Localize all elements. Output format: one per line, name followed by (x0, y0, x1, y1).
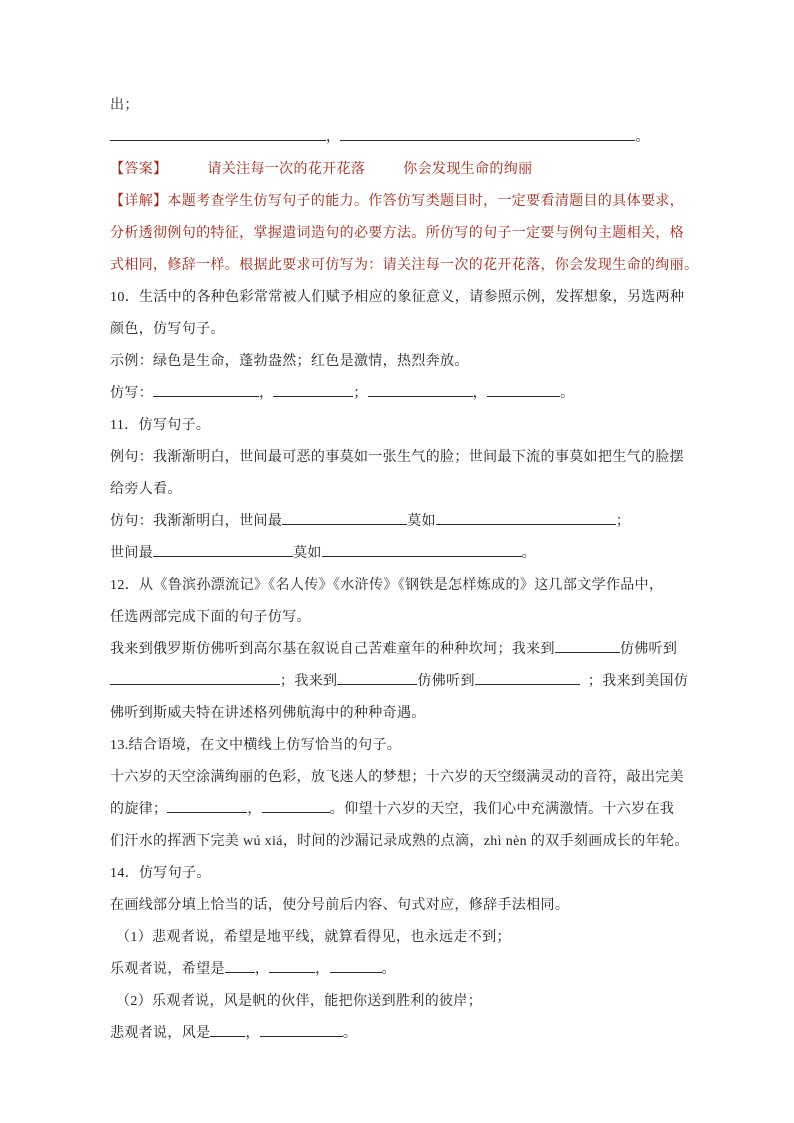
answer-explanation-line (110, 186, 686, 218)
fill-in-blank (487, 394, 560, 397)
text-run: 。 (521, 546, 537, 561)
fill-in-blank (260, 1034, 343, 1037)
text-run: 任选两部完成下面的句子仿写。 (110, 610, 311, 625)
spacer (167, 172, 207, 173)
text-run: 十六岁的天空涂满绚丽的色彩，放飞迷人的梦想；十六岁的天空缀满灵动的音符，敲出完美 (110, 770, 684, 785)
fill-in-blank (262, 810, 330, 813)
fill-in-blank (110, 682, 280, 685)
fill-in-blank (368, 394, 473, 397)
text-run: 仿佛听到 (619, 642, 678, 657)
text-run: 。 (635, 130, 650, 145)
fill-in-blank (110, 138, 326, 141)
text-run: 14．仿写句子。 (110, 866, 211, 881)
text-run: 出； (110, 98, 139, 113)
question-text-line (110, 570, 686, 602)
text-run: 11．仿写句子。 (110, 418, 211, 433)
worksheet-content (110, 90, 699, 1050)
text-run: ， (326, 130, 341, 145)
text-run: 示例：绿色是生命，蓬勃盎然；红色是激情，热烈奔放。 (110, 354, 469, 369)
fill-in-blank (436, 522, 616, 525)
text-run: ， (259, 386, 274, 401)
question-text-line (110, 698, 686, 730)
text-run: 的旋律； (110, 802, 168, 817)
question-text-line (110, 666, 689, 698)
text-run: 分析透彻例句的特征，掌握遣词造句的必要方法。所仿写的句子一定要与例句主题相关，格 (110, 226, 684, 241)
text-run: 。 (560, 386, 575, 401)
question-text-line (110, 346, 686, 378)
text-run: 。仰望十六岁的天空，我们心中充满激情。十六岁在我 (329, 802, 675, 817)
spacer (365, 172, 403, 173)
text-run: ， (247, 802, 262, 817)
question-text-line (110, 1018, 686, 1050)
fill-in-blank (282, 522, 407, 525)
text-run: 莫如 (293, 546, 322, 561)
question-text-line (110, 378, 686, 410)
text-run: ， (472, 386, 488, 401)
question-text-line (110, 506, 686, 538)
answer-explanation-line (110, 250, 699, 282)
text-run: ， (254, 962, 270, 977)
fill-in-blank (153, 394, 259, 397)
question-text-line (110, 634, 686, 666)
text-run: 。 (381, 962, 396, 977)
text-run: 们汗水的挥洒下完美 wú xiá，时间的沙漏记录成熟的点滴，zhì nèn 的双手刻画成长的年轮。 (110, 834, 689, 849)
text-run: 10．生活中的各种色彩常常被人们赋予相应的象征意义，请参照示例，发挥想象，另选两种 (110, 290, 685, 305)
text-run: 仿写： (110, 386, 154, 401)
text-run: 。 (342, 1026, 358, 1041)
text-run: 请关注每一次的花开花落 (207, 162, 366, 177)
text-run: 例句：我渐渐明白，世间最可恶的事莫如一张生气的脸；世间最下流的事莫如把生气的脸摆 (110, 450, 684, 465)
text-run: 【详解】本题考查学生仿写句子的能力。作答仿写类题目时，一定要看清题目的具体要求， (110, 194, 684, 209)
spacer (580, 684, 588, 685)
text-run: ； (353, 386, 368, 401)
question-text-line (110, 474, 686, 506)
text-run: 仿句：我渐渐明白，世间最 (110, 514, 283, 529)
text-run: 给旁人看。 (110, 482, 182, 497)
question-text-line (110, 794, 686, 826)
fill-in-blank (167, 810, 247, 813)
question-text-line (110, 954, 686, 986)
text-run: 佛听到斯威夫特在讲述格列佛航海中的种种奇遇。 (110, 706, 426, 721)
text-run: 13.结合语境，在文中横线上仿写恰当的句子。 (110, 738, 402, 753)
text-run: 【答案】 (110, 162, 168, 177)
text-run: 仿佛听到 (417, 674, 475, 689)
text-run: 式相同，修辞一样。根据此要求可仿写为：请关注每一次的花开花落，你会发现生命的绚丽。 (110, 258, 699, 273)
fill-in-blank (273, 394, 353, 397)
fill-in-blank (555, 650, 620, 653)
text-run: ， (245, 1026, 260, 1041)
fill-in-blank (330, 970, 382, 973)
text-run: ， (315, 962, 330, 977)
text-run: 我来到俄罗斯仿佛听到高尔基在叙说自己苦难童年的种种坎坷；我来到 (110, 642, 555, 657)
text-run: （1）悲观者说，希望是地平线，就算看得见，也永远走不到； (116, 930, 511, 945)
text-run: ； (615, 514, 631, 529)
fill-in-blank (153, 554, 293, 557)
text-run: 你会发现生命的绚丽 (403, 162, 533, 177)
question-text-line (110, 890, 686, 922)
question-text-line (110, 538, 686, 570)
fill-in-blank (337, 682, 417, 685)
fill-in-blank (225, 970, 255, 973)
question-text-line (110, 986, 686, 1018)
text-run: 在画线部分填上恰当的话，使分号前后内容、句式对应，修辞手法相同。 (110, 898, 570, 913)
question-text-line (110, 410, 686, 442)
fill-in-blank (340, 138, 635, 141)
text-run: 颜色，仿写句子。 (110, 322, 225, 337)
question-text-line (110, 730, 686, 762)
answer-explanation-line (110, 154, 686, 186)
text-run: ；我来到 (280, 674, 338, 689)
question-text-line (110, 858, 686, 890)
text-run: ；我来到美国仿 (587, 674, 689, 689)
question-text-line (110, 826, 689, 858)
text-run: 世间最 (110, 546, 154, 561)
question-text-line (110, 122, 686, 154)
question-text-line (110, 90, 686, 122)
answer-explanation-line (110, 218, 686, 250)
question-text-line (110, 282, 686, 314)
fill-in-blank (475, 682, 580, 685)
fill-in-blank (210, 1034, 245, 1037)
question-text-line (110, 442, 686, 474)
fill-in-blank (269, 970, 315, 973)
fill-in-blank (322, 554, 522, 557)
question-text-line (110, 602, 686, 634)
text-run: 乐观者说，希望是 (110, 962, 225, 977)
question-text-line (110, 762, 686, 794)
text-run: 悲观者说，风是 (110, 1026, 211, 1041)
text-run: （2）乐观者说，风是帆的伙伴，能把你送到胜利的彼岸； (116, 994, 483, 1009)
question-text-line (110, 922, 686, 954)
text-run: 莫如 (407, 514, 436, 529)
question-text-line (110, 314, 686, 346)
text-run: 12．从《鲁滨孙漂流记》《名人传》《水浒传》《钢铁是怎样炼成的》这几部文学作品中， (110, 578, 664, 593)
